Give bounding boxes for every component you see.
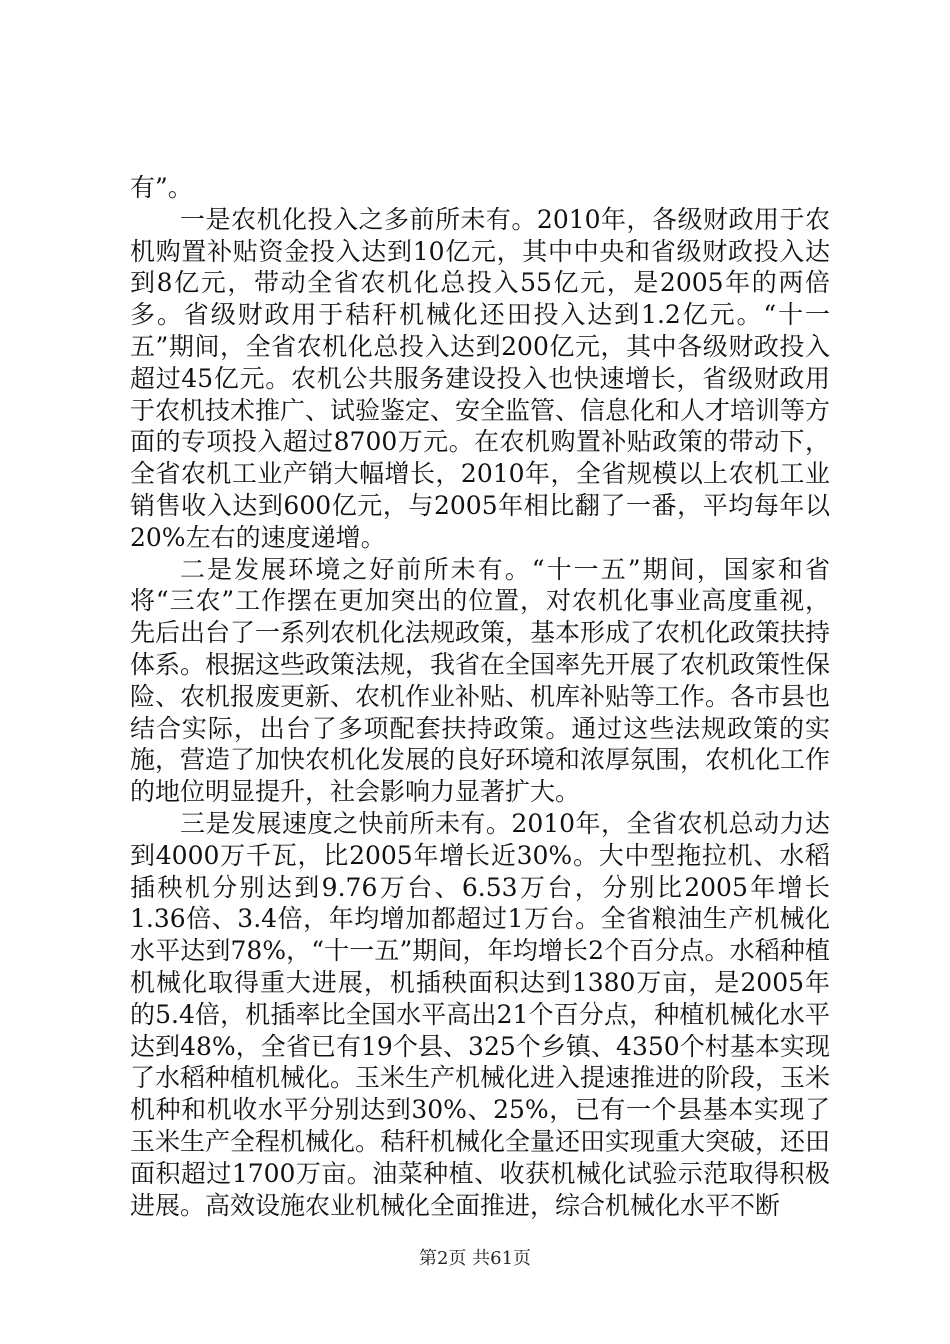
page-number-footer: 第2页 共61页 [418, 1248, 532, 1269]
paragraph-continuation: 有”。 [130, 173, 193, 202]
paragraph-investment: 一是农机化投入之多前所未有。2010年，各级财政用于农机购置补贴资金投入达到10亿元，其中中央和省级财政投入达到8亿元，带动全省农机化总投入55亿元，是2005年的两倍多。省级财政用于秸秆机械化还田投入达到1.2亿元。“十一五”期间，全省农机化总投入达到200亿元，其中各级财政投入超过45亿元。农机公共服务建设投入也快速增长，省级财政用于农机技术推广、试验鉴定、安全监管、信息化和人才培训等方面的专项投入超过8700万元。在农机购置补贴政策的带动下，全省农机工业产销大幅增长，2010年，全省规模以上农机工业销售收入达到600亿元，与2005年相比翻了一番，平均每年以20%左右的速度递增。 [130, 204, 831, 552]
document-body [130, 172, 830, 1221]
paragraph-environment: 二是发展环境之好前所未有。“十一五”期间，国家和省将“三农”工作摆在更加突出的位置，对农机化事业高度重视，先后出台了一系列农机化法规政策，基本形成了农机化政策扶持体系。根据这些政策法规，我省在全国率先开展了农机政策性保险、农机报废更新、农机作业补贴、机库补贴等工作。各市县也结合实际，出台了多项配套扶持政策。通过这些法规政策的实施，营造了加快农机化发展的良好环境和浓厚氛围，农机化工作的地位明显提升，社会影响力显著扩大。 [130, 554, 831, 807]
paragraph-speed: 三是发展速度之快前所未有。2010年，全省农机总动力达到4000万千瓦，比2005年增长近30%。大中型拖拉机、水稻插秧机分别达到9.76万台、6.53万台，分别比2005年增长1.36倍、3.4倍，年均增加都超过1万台。全省粮油生产机械化水平达到78%，“十一五”期间，年均增长2个百分点。水稻种植机械化取得重大进展，机插秧面积达到1380万亩，是2005年的5.4倍，机插率比全国水平高出21个百分点，种植机械化水平达到48%，全省已有19个县、325个乡镇、4350个村基本实现了水稻种植机械化。玉米生产机械化进入提速推进的阶段，玉米机种和机收水平分别达到30%、25%，已有一个县基本实现了玉米生产全程机械化。秸秆机械化全量还田实现重大突破，还田面积超过1700万亩。油菜种植、收获机械化试验示范取得积极进展。高效设施农业机械化全面推进，综合机械化水平不断 [130, 808, 831, 1220]
